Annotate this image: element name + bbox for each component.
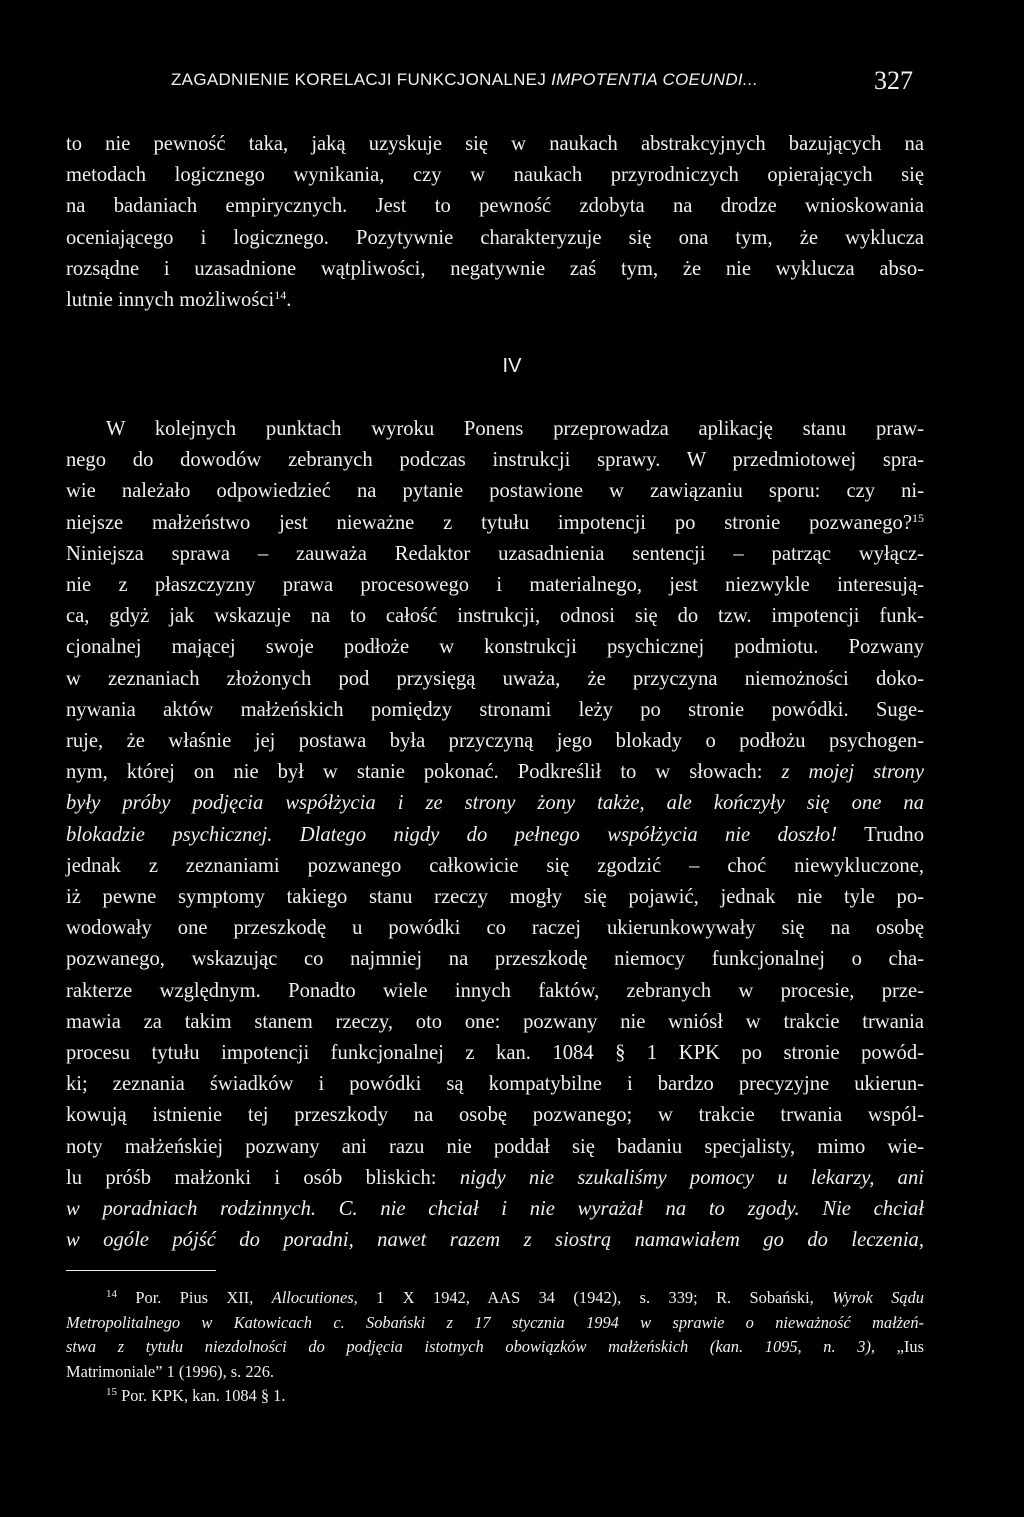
text-line: wodowały one przeszkodę u powódki co raczej ukierunkowywały się na osobę — [66, 917, 924, 940]
text-line: mawia za takim stanem rzeczy, oto one: pozwany nie wniósł w trakcie trwania — [66, 1010, 924, 1033]
text-fragment: Trudno — [837, 823, 924, 846]
text-fragment: . — [286, 289, 292, 312]
footnote-mark-14: 14 — [106, 1288, 117, 1300]
quote-fragment: nigdy nie szukaliśmy pomocy u lekarzy, ani — [459, 1166, 924, 1189]
text-line: ki; zeznania świadków i powódki są kompatybilne i bardzo precyzyjne ukierun- — [66, 1073, 924, 1096]
text-fragment: Por. KPK, kan. 1084 § 1. — [117, 1386, 286, 1406]
text-line: na badaniach empirycznych. Jest to pewność zdobyta na drodze wnioskowania — [66, 195, 924, 218]
title-fragment: Wyrok Sądu — [832, 1288, 924, 1307]
text-line: oceniającego i logicznego. Pozytywnie charakteryzuje się ona tym, że wyklucza — [66, 226, 924, 249]
text-line: procesu tytułu impotencji funkcjonalnej z kan. 1084 § 1 KPK po stronie powód- — [66, 1042, 924, 1065]
quote-fragment: w ogóle pójść do poradni, nawet razem z siostrą namawiałem go do leczenia, — [66, 1229, 924, 1252]
quote-fragment: w poradniach rodzinnych. C. nie chciał i nie wyrażał na to zgody. Nie chciał — [66, 1198, 924, 1221]
text-fragment: nym, której on nie był w stanie pokonać. Podkreślił to w słowach: — [66, 761, 782, 784]
section-heading: IV — [502, 355, 522, 377]
text-fragment: lu próśb małżonki i osób bliskich: — [66, 1166, 460, 1189]
text-line: rozsądne i uzasadnione wątpliwości, negatywnie zaś tym, że nie wyklucza abso- — [66, 257, 924, 280]
text-line: metodach logicznego wynikania, czy w naukach przyrodniczych opierających się — [66, 164, 924, 187]
text-line: rakterze względnym. Ponadto wiele innych faktów, zebranych w procesie, prze- — [66, 979, 924, 1002]
text-line — [66, 285, 924, 316]
quote-fragment: były próby podjęcia współżycia i ze strony żony także, ale kończyły się one na — [66, 792, 924, 815]
footnote-14-line: Matrimoniale” 1 (1996), s. 226. — [66, 1361, 275, 1381]
footnote-14-line — [66, 1311, 924, 1336]
footnote-reference-15: 15 — [912, 510, 924, 525]
text-fragment: , 1 X 1942, AAS 34 (1942), s. 339; R. Sobański, — [353, 1288, 833, 1307]
text-line: noty małżeńskiej pozwany ani razu nie poddał się badaniu specjalisty, mimo wie- — [66, 1135, 924, 1158]
text-line: W kolejnych punktach wyroku Ponens przeprowadza aplikację stanu praw- — [106, 418, 924, 440]
text-line: iż pewne symptomy takiego stanu rzeczy mogły się pojawić, jednak nie tyle po- — [66, 886, 924, 909]
running-head-title: ZAGADNIENIE KORELACJI FUNKCJONALNEJ — [171, 70, 547, 89]
running-head-italic: IMPOTENTIA COEUNDI... — [551, 70, 759, 89]
paragraph-continuation — [66, 129, 924, 316]
text-line: nego do dowodów zebranych podczas instrukcji sprawy. W przedmiotowej spra- — [66, 449, 924, 472]
title-fragment: Allocutiones — [271, 1288, 354, 1307]
main-paragraph — [66, 414, 924, 1256]
text-line: Niniejsza sprawa – zauważa Redaktor uzasadnienia sentencji – patrząc wyłącz- — [66, 542, 924, 565]
footnote-mark-15: 15 — [106, 1386, 117, 1399]
running-head — [171, 70, 758, 90]
text-line: cjonalnej mającej swoje podłoże w konstrukcji psychicznej podmiotu. Pozwany — [66, 636, 924, 659]
text-line — [66, 757, 924, 788]
footnote-separator — [66, 1270, 216, 1271]
text-fragment: , „Ius — [870, 1337, 924, 1357]
text-fragment: lutnie innych możliwości — [66, 289, 275, 312]
title-fragment: stwa z tytułu niezdolności do podjęcia istotnych obowiązków małżeńskich (kan. 1095, n. 3) — [66, 1337, 871, 1357]
text-line: wie należało odpowiedzieć na pytanie postawione w zawiązaniu sporu: czy ni- — [66, 480, 924, 503]
text-line: jednak z zeznaniami pozwanego całkowicie się zgodzić – choć niewykluczone, — [66, 854, 924, 877]
text-line — [66, 1225, 924, 1256]
text-line — [66, 788, 924, 819]
text-line — [66, 508, 924, 539]
text-line — [66, 820, 924, 851]
footnote-14-line — [66, 1335, 924, 1360]
footnote-15-line — [66, 1384, 924, 1409]
footnotes — [66, 1286, 924, 1409]
text-line: to nie pewność taka, jaką uzyskuje się w naukach abstrakcyjnych bazujących na — [66, 133, 924, 155]
text-line: nywania aktów małżeńskich pomiędzy stronami leży po stronie powódki. Suge- — [66, 698, 924, 721]
text-line: pozwanego, wskazując co najmniej na przeszkodę niemocy funkcjonalnej o cha- — [66, 948, 924, 971]
text-line — [66, 1194, 924, 1225]
quote-fragment: blokadzie psychicznej. Dlatego nigdy do pełnego współżycia nie doszło! — [66, 823, 838, 846]
text-line: ruje, że właśnie jej postawa była przyczyną jego blokady o podłożu psychogen- — [66, 730, 924, 753]
footnote-14-line — [66, 1286, 924, 1311]
text-line: nie z płaszczyzny prawa procesowego i materialnego, jest niezwykle interesują- — [66, 574, 924, 597]
page-number: 327 — [874, 66, 913, 95]
text-line: kowują istnienie tej przeszkody na osobę pozwanego; w trakcie trwania wspól- — [66, 1104, 924, 1127]
text-fragment: Por. Pius XII, — [117, 1288, 272, 1307]
text-line: ca, gdyż jak wskazuje na to całość instrukcji, odnosi się do tzw. impotencji funk- — [66, 605, 924, 628]
text-line: w zeznaniach złożonych pod przysięgą uważa, że przyczyna niemożności doko- — [66, 667, 924, 690]
text-line — [66, 1163, 924, 1194]
title-fragment: Metropolitalnego w Katowicach c. Sobański z 17 stycznia 1994 w sprawie o nieważność małżeń- — [66, 1312, 924, 1332]
footnote-reference-14: 14 — [274, 288, 287, 303]
quote-fragment: z mojej strony — [781, 761, 924, 784]
text-fragment: niejsze małżeństwo jest nieważne z tytułu impotencji po stronie pozwanego? — [66, 511, 912, 534]
